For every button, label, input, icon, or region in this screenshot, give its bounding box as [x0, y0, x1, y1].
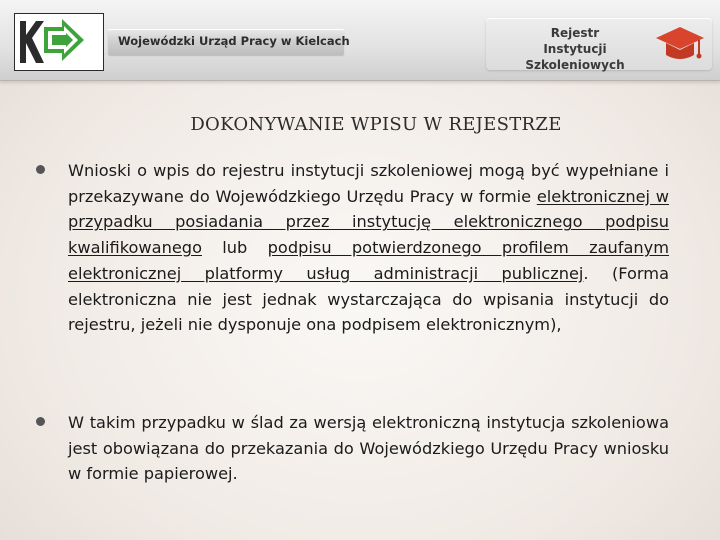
bullet-text-2: W takim przypadku w ślad za wersją elektroniczną instytucja szkoleniowa jest obowiązana do przekazania do Wojewódzkiego Urzędu Pracy wniosku w formie papierowej. — [68, 413, 669, 484]
underlined-text-segment: elektronicznej w przypadku posiadania przez instytucję elektronicznego podpisu kwalifikowanego — [68, 186, 669, 258]
bullet-dot-icon — [36, 417, 45, 426]
graduation-cap-icon — [654, 21, 706, 69]
text-segment: Wnioski o wpis do rejestru instytucji szkoleniowej mogą być wypełniane i przekazywane do Wojewódzkiego Urzędu Pracy w formie — [68, 161, 669, 206]
underlined-text-segment: podpisu potwierdzonego profilem zaufanym elektronicznej platformy usług administracji publicznej — [68, 238, 669, 283]
registry-title-line1: Rejestr — [550, 26, 600, 40]
slide-title: DOKONYWANIE WPISU W REJESTRZE — [190, 114, 562, 135]
header-band — [0, 0, 720, 81]
text-segment: lub — [201, 238, 268, 258]
bullet-text-1 — [68, 158, 669, 338]
org-name: Wojewódzki Urząd Pracy w Kielcach — [118, 34, 350, 48]
bullet-dot-icon — [36, 165, 45, 174]
org-name-bar — [108, 29, 350, 55]
text-segment: . (Forma elektroniczna nie jest jednak wystarczająca do wpisania instytucji do rejestru, jeżeli nie dysponuje ona podpisem elektronicznym), — [68, 263, 669, 335]
registry-title-line2: Instytucji Szkoleniowych — [525, 42, 625, 72]
wup-kielce-logo-icon — [14, 13, 104, 71]
registry-box — [486, 18, 712, 70]
registry-title — [500, 25, 650, 73]
